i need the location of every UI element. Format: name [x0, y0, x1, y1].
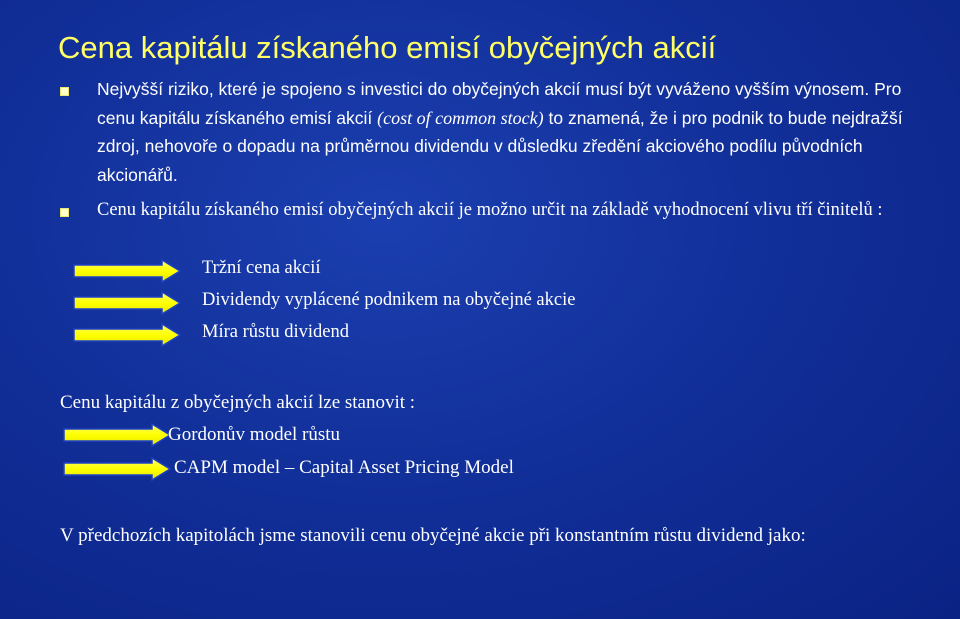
arrow-right-icon	[62, 422, 172, 448]
bullet-square-icon	[60, 208, 69, 217]
factor-market-price: Tržní cena akcií	[202, 258, 321, 278]
arrow-right-icon	[72, 290, 182, 316]
arrow-right-icon	[72, 322, 182, 348]
risk-sentence: Nejvyšší riziko, které je spojeno s investici do obyčejných akcií musí být vyváženo vyšším výnosem.	[97, 79, 870, 99]
factor-growth-rate: Míra růstu dividend	[202, 322, 349, 342]
arrow-right-icon	[62, 456, 172, 482]
footer-text: V předchozích kapitolách jsme stanovili cenu obyčejné akcie při konstantním růstu dividend jako:	[60, 525, 806, 546]
cost-of-common-stock: (cost of common stock)	[377, 107, 544, 128]
arrow-right-icon	[72, 258, 182, 284]
paragraph-risk	[97, 76, 927, 190]
factor-dividends: Dividendy vyplácené podnikem na obyčejné akcie	[202, 290, 576, 310]
paragraph-factors-intro: Cenu kapitálu získaného emisí obyčejných akcií je možno určit na základě vyhodnocení vlivu tří činitelů :	[97, 200, 883, 220]
slide-title: Cena kapitálu získaného emisí obyčejných akcií	[58, 30, 717, 65]
model-gordon: Gordonův model růstu	[168, 424, 341, 445]
model-capm: CAPM model – Capital Asset Pricing Model	[174, 457, 514, 478]
section-heading: Cenu kapitálu z obyčejných akcií lze stanovit :	[60, 392, 416, 413]
bullet-square-icon	[60, 87, 69, 96]
cost-intro: Pro cenu kapitálu získaného emisí akcií	[97, 79, 902, 128]
cost-conclusion: to znamená, že i pro podnik to bude nejdražší zdroj, nehovoře o dopadu na průměrnou dividendu v důsledku zředění akciového podílu původních akcionářů.	[97, 107, 903, 185]
